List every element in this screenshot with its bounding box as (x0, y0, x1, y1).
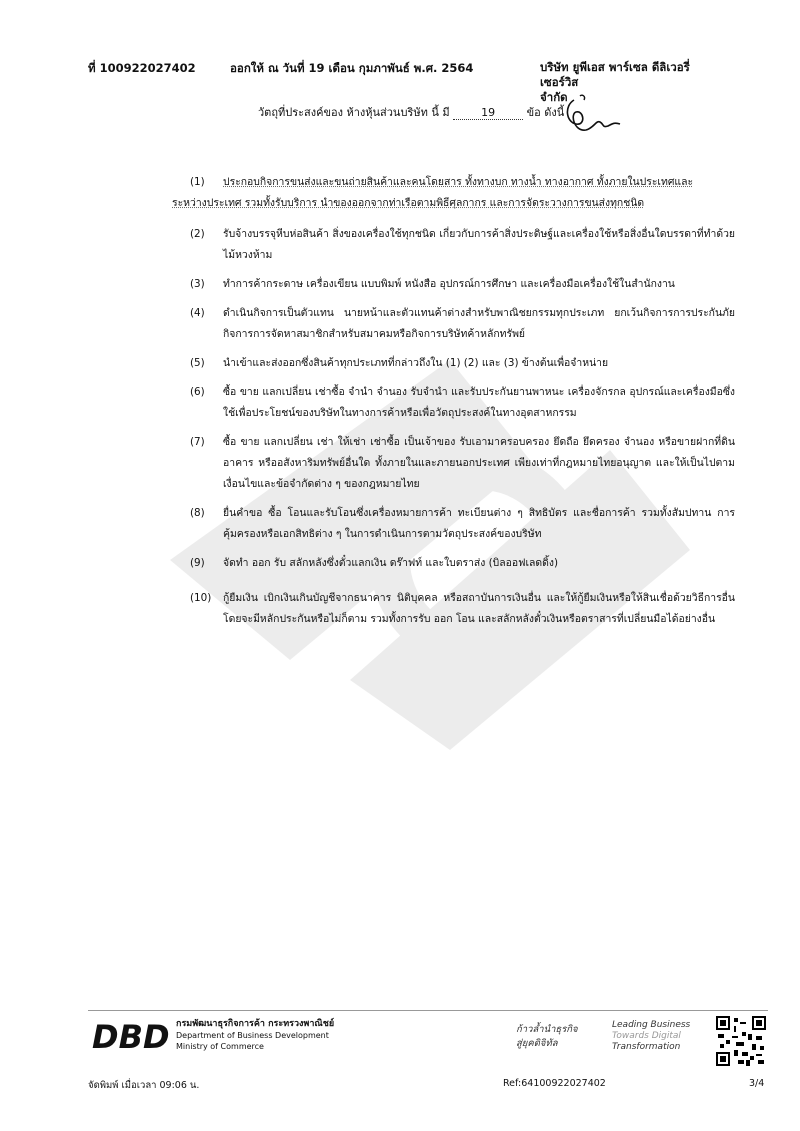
objectives-prefix: วัตถุที่ประสงค์ของ ห้างหุ้นส่วนบริษัท นี้ มี (258, 106, 450, 119)
ministry-english: Ministry of Commerce (176, 1042, 264, 1051)
slogan-english-line2: Towards Digital (612, 1031, 681, 1041)
item-number: (1) (190, 176, 205, 188)
list-item (190, 172, 735, 193)
item-number: (8) (190, 507, 205, 519)
signature-icon (560, 92, 630, 138)
item-number: (6) (190, 386, 205, 398)
objectives-list (172, 172, 735, 638)
slogan-english-line3: Transformation (612, 1042, 681, 1052)
item-text: รับจ้างบรรจุหีบห่อสินค้า สิ่งของเครื่องใช้ทุกชนิด เกี่ยวกับการค้าสิ่งประดิษฐ์และเครื่องใช้หรือสิ่งอื่นใดบรรดาที่ทำด้วยไม้หวงห้าม (223, 228, 735, 261)
list-item (190, 274, 735, 295)
list-item (190, 224, 735, 266)
objectives-suffix: ข้อ ดังนี้ (526, 106, 565, 119)
item-text: ซื้อ ขาย แลกเปลี่ยน เช่าซื้อ จำนำ จำนอง รับจำนำ และรับประกันยานพาหนะ เครื่องจักรกล อุปกรณ์และเครื่องมือซึ่งใช้เพื่อประโยชน์ของบริษัทในทางการค้าหรือเพื่อวัตถุประสงค์ในทางอุตสาหกรรม (223, 386, 735, 419)
dbd-logo-text: DBD (92, 1018, 170, 1052)
objectives-count: 19 (453, 106, 523, 120)
item-text: นำเข้าและส่งออกซึ่งสินค้าทุกประเภทที่กล่าวถึงใน (1) (2) และ (3) ข้างต้นเพื่อจำหน่าย (223, 357, 609, 369)
list-item (190, 382, 735, 424)
slogan-thai-line1: ก้าวล้ำนำธุรกิจ (516, 1024, 578, 1035)
item-number: (5) (190, 357, 205, 369)
footer-divider (88, 1010, 768, 1011)
list-item (190, 432, 735, 495)
item-number: (4) (190, 307, 205, 319)
page-number: 3/4 (749, 1078, 765, 1089)
item-text: ซื้อ ขาย แลกเปลี่ยน เช่า ให้เช่า เช่าซื้อ เป็นเจ้าของ รับเอามาครอบครอง ยึดถือ ยึดครอง จำนอง หรือขายฝากที่ดิน อาคาร หรืออสังหาริมทรัพย์อื่นใด ทั้งภายในและภายนอกประเทศ เพียงเท่าที่กฎหมายไทยอนุญาต และให้เป็นไปตามเงื่อนไขและข้อจำกัดต่าง ๆ ของกฎหมายไทย (223, 436, 735, 490)
item-number: (2) (190, 228, 205, 240)
document-number: ที่ 100922027402 (88, 61, 196, 75)
list-item (190, 588, 735, 630)
list-item (190, 303, 735, 345)
objectives-line (258, 103, 564, 121)
dbd-logo-icon (92, 1018, 170, 1052)
list-item (190, 553, 735, 574)
item-number: (9) (190, 557, 205, 569)
item-text: ทำการค้ากระดาษ เครื่องเขียน แบบพิมพ์ หนังสือ อุปกรณ์การศึกษา และเครื่องมือเครื่องใช้ในสำนักงาน (223, 278, 675, 290)
item-text: ประกอบกิจการขนส่งและขนถ่ายสินค้าและคนโดยสาร ทั้งทางบก ทางน้ำ ทางอากาศ ทั้งภายในประเทศและ (223, 176, 694, 188)
slogan-thai-line2: สู่ยุคดิจิทัล (516, 1038, 558, 1049)
reference-number: Ref:64100922027402 (503, 1078, 606, 1089)
slogan-english-line1: Leading Business (612, 1020, 691, 1030)
qr-code-icon (716, 1016, 766, 1066)
slogan-thai (516, 1023, 578, 1051)
item-number: (3) (190, 278, 205, 290)
item-continuation: ระหว่างประเทศ รวมทั้งรับบริการ นำของออกจากท่าเรือตามพิธีศุลกากร และการจัดระวางการขนส่งทุกชนิด (172, 197, 645, 209)
list-item (190, 503, 735, 545)
company-name-line1: บริษัท ยูพีเอส พาร์เซล ดีลิเวอรี่ เซอร์วิส (540, 60, 690, 89)
item-number: (10) (190, 592, 212, 604)
dept-thai: กรมพัฒนาธุรกิจการค้า กระทรวงพาณิชย์ (176, 1019, 335, 1029)
issue-date: ออกให้ ณ วันที่ 19 เดือน กุมภาพันธ์ พ.ศ. 2564 (230, 61, 474, 75)
printed-time: จัดพิมพ์ เมื่อเวลา 09:06 น. (88, 1080, 200, 1091)
item-text: ยื่นคำขอ ซื้อ โอนและรับโอนซึ่งเครื่องหมายการค้า ทะเบียนต่าง ๆ สิทธิบัตร และชื่อการค้า รวมทั้งสัมปทาน การคุ้มครองหรือเอกสิทธิต่าง ๆ ในการดำเนินการตามวัตถุประสงค์ของบริษัท (223, 507, 735, 540)
item-text: กู้ยืมเงิน เบิกเงินเกินบัญชีจากธนาคาร นิติบุคคล หรือสถาบันการเงินอื่น และให้กู้ยืมเงินหรือให้สินเชื่อด้วยวิธีการอื่น โดยจะมีหลักประกันหรือไม่ก็ตาม รวมทั้งการรับ ออก โอน และสลักหลังตั๋วเงินหรือตราสารที่เปลี่ยนมือได้อย่างอื่น (223, 592, 735, 625)
item-text: จัดทำ ออก รับ สลักหลังซึ่งตั๋วแลกเงิน ดร๊าฟท์ และใบตราส่ง (บิลออฟเลดดิ้ง) (223, 557, 559, 569)
slogan-english (612, 1020, 690, 1053)
list-item (190, 353, 735, 374)
dbd-department-block (176, 1019, 334, 1052)
item-number: (7) (190, 436, 205, 448)
item-text: ดำเนินกิจการเป็นตัวแทน นายหน้าและตัวแทนค้าต่างสำหรับพาณิชยกรรมทุกประเภท ยกเว้นกิจการการประกันภัย กิจการการจัดหาสมาชิกสำหรับสมาคมหรือกิจการบริษัทค้าหลักทรัพย์ (223, 307, 735, 340)
company-name-line2: จำกัด (540, 90, 568, 104)
dept-english: Department of Business Development (176, 1031, 329, 1040)
